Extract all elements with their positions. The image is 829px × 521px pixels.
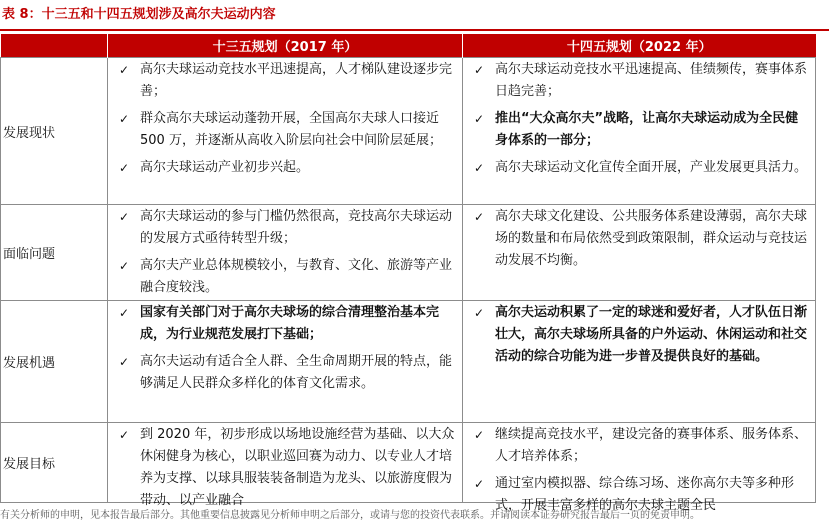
list-item-text: 高尔夫运动有适合全人群、全生命周期开展的特点，能够满足人民群众多样化的体育文化需求。 xyxy=(140,354,453,391)
list-item-text: 高尔夫球运动的参与门槛仍然很高，竞技高尔夫球运动的发展方式亟待转型升级； xyxy=(140,209,453,246)
list-item-text: 高尔夫产业总体规模较小，与教育、文化、旅游等产业融合度较浅。 xyxy=(140,258,453,295)
title-divider xyxy=(0,29,829,31)
checkmark-icon: ✓ xyxy=(473,63,485,77)
list-item-text: 通过室内模拟器、综合练习场、迷你高尔夫等多种形式，开展丰富多样的高尔夫球主题全民 xyxy=(495,476,795,513)
table-row xyxy=(1,205,816,301)
checkmark-icon: ✓ xyxy=(473,477,485,491)
header-col-14th: 十四五规划（2022 年） xyxy=(463,34,816,58)
list-item xyxy=(108,350,462,399)
cell-14th-plan xyxy=(463,301,816,423)
list-item xyxy=(463,107,815,156)
list-item xyxy=(463,301,815,372)
list-item-text: 高尔夫球运动竞技水平迅速提高，人才梯队建设逐步完善； xyxy=(140,62,453,99)
row-label: 发展现状 xyxy=(1,58,108,205)
cell-13th-plan xyxy=(108,423,463,508)
list-item-text: 群众高尔夫球运动蓬勃开展，全国高尔夫球人口接近 500 万，并逐渐从高收入阶层向社会中间阶层延展； xyxy=(140,111,442,148)
checkmark-icon: ✓ xyxy=(118,428,130,442)
row-label: 发展目标 xyxy=(1,423,108,503)
list-item xyxy=(108,423,462,516)
checkmark-icon: ✓ xyxy=(118,210,130,224)
checkmark-icon: ✓ xyxy=(118,259,130,273)
list-item xyxy=(108,254,462,303)
checkmark-icon: ✓ xyxy=(118,112,130,126)
row-label: 发展机遇 xyxy=(1,301,108,423)
cell-13th-plan xyxy=(108,205,463,301)
list-item-text: 高尔夫球文化建设、公共服务体系建设薄弱，高尔夫球场的数量和布局依然受到政策限制，群众运动与竞技运动发展不均衡。 xyxy=(495,209,808,268)
table-row xyxy=(1,58,816,205)
checkmark-icon: ✓ xyxy=(118,355,130,369)
list-item-text: 高尔夫球运动竞技水平迅速提高、佳绩频传，赛事体系日趋完善； xyxy=(495,62,808,99)
list-item xyxy=(108,156,462,183)
header-col-13th: 十三五规划（2017 年） xyxy=(108,34,463,58)
list-item xyxy=(463,205,815,276)
checkmark-icon: ✓ xyxy=(118,161,130,175)
list-item-text: 高尔夫球运动文化宣传全面开展，产业发展更具活力。 xyxy=(495,160,808,175)
list-item xyxy=(108,301,462,350)
header-blank-cell xyxy=(1,34,108,58)
list-item xyxy=(108,107,462,156)
cell-13th-plan xyxy=(108,301,463,423)
checkmark-icon: ✓ xyxy=(473,210,485,224)
list-item xyxy=(108,58,462,107)
table-row xyxy=(1,423,816,503)
list-item xyxy=(463,423,815,472)
list-item-text: 高尔夫球运动产业初步兴起。 xyxy=(140,160,310,175)
checkmark-icon: ✓ xyxy=(118,63,130,77)
table-row xyxy=(1,301,816,423)
list-item xyxy=(108,205,462,254)
list-item-text: 到 2020 年，初步形成以场地设施经营为基础、以大众休闲健身为核心，以职业巡回赛为动力、以专业人才培养为支撑、以球具服装装备制造为龙头、以旅游度假为带动、以产业融合 xyxy=(140,427,455,508)
cell-13th-plan xyxy=(108,58,463,205)
list-item-text: 国家有关部门对于高尔夫球场的综合清理整治基本完成，为行业规范发展打下基础； xyxy=(140,305,440,342)
checkmark-icon: ✓ xyxy=(473,161,485,175)
cell-14th-plan xyxy=(463,205,816,301)
table-title: 表 8：十三五和十四五规划涉及高尔夫运动内容 xyxy=(2,7,276,22)
list-item-text: 高尔夫运动积累了一定的球迷和爱好者，人才队伍日渐壮大，高尔夫球场所具备的户外运动、休闲运动和社交活动的综合功能为进一步普及提供良好的基础。 xyxy=(495,305,808,364)
table-header-row xyxy=(1,34,816,58)
list-item xyxy=(463,156,815,183)
checkmark-icon: ✓ xyxy=(473,306,485,320)
row-label: 面临问题 xyxy=(1,205,108,301)
cell-14th-plan xyxy=(463,58,816,205)
disclaimer-footer: 有关分析师的申明，见本报告最后部分。其他重要信息披露见分析师申明之后部分，或请与您的投资代表联系。并请阅读本证券研究报告最后一页的免责申明。 xyxy=(0,510,700,521)
checkmark-icon: ✓ xyxy=(473,112,485,126)
checkmark-icon: ✓ xyxy=(473,428,485,442)
list-item-text: 推出“大众高尔夫”战略，让高尔夫球运动成为全民健身体系的一部分； xyxy=(495,111,799,148)
list-item-text: 继续提高竞技水平，建设完备的赛事体系、服务体系、人才培养体系； xyxy=(495,427,808,464)
checkmark-icon: ✓ xyxy=(118,306,130,320)
cell-14th-plan xyxy=(463,423,816,513)
list-item xyxy=(463,58,815,107)
comparison-table xyxy=(0,34,816,513)
